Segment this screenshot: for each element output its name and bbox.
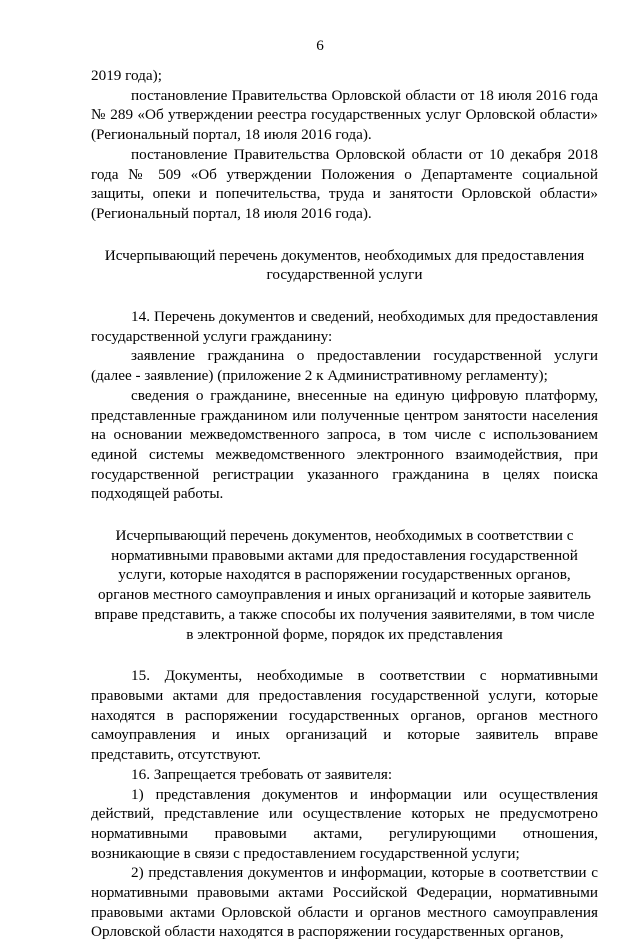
section-14-intro: 14. Перечень документов и сведений, необходимых для предоставления государственной услуги гражданину: bbox=[91, 308, 598, 345]
section-heading-optional-documents: Исчерпывающий перечень документов, необходимых в соответствии с нормативными правовыми актами для предоставления государственной услуги, которые находятся в распоряжении государственных органов, органов местного самоуправления и иных организаций и которые заявитель вправе представить, а также способы их получения заявителями, в том числе в электронной форме, порядок их представления bbox=[94, 527, 595, 643]
intro-line: 2019 года); bbox=[91, 67, 162, 84]
section-15-text: 15. Документы, необходимые в соответствии с нормативными правовыми актами для предоставления государственной услуги, которые находятся в распоряжении государственных органов, органов местного самоуправления и иных организаций и которые заявитель вправе представить, отсутствуют. bbox=[91, 667, 598, 764]
intro-item-1: постановление Правительства Орловской области от 18 июля 2016 года № 289 «Об утверждении реестра государственных услуг Орловской области» (Региональный портал, 18 июля 2016 года). bbox=[91, 86, 598, 144]
section-16-intro: 16. Запрещается требовать от заявителя: bbox=[131, 765, 393, 783]
section-14-item-citizen-info: сведения о гражданине, внесенные на единую цифровую платформу, представленные гражданином или полученные центром занятости населения на основании межведомственного запроса, в том числе с использованием единой системы межведомственного электронного взаимодействия, при государственной регистрации указанного гражданина в целях поиска подходящей работы. bbox=[91, 386, 598, 503]
document-body bbox=[91, 66, 598, 942]
section-16-item-2: 2) представления документов и информации, которые в соответствии с нормативными правовыми актами Российской Федерации, нормативными правовыми актами Орловской области и органов местного самоуправления Орловской области находятся в распоряжении государственных органов, bbox=[91, 864, 598, 941]
intro-item-2: постановление Правительства Орловской области от 10 декабря 2018 года № 509 «Об утверждении Положения о Департаменте социальной защиты, опеки и попечительства, труда и занятости Орловской области» (Региональный портал, 18 июля 2016 года). bbox=[91, 145, 598, 222]
section-14-item-application: заявление гражданина о предоставлении государственной услуги (далее - заявление) (приложение 2 к Административному регламенту); bbox=[91, 347, 598, 385]
page-number: 6 bbox=[316, 37, 324, 54]
section-16-item-1: 1) представления документов и информации или осуществления действий, представление или осуществление которых не предусмотрено нормативными правовыми актами, регулирующими отношения, возникающие в связи с предоставлением государственной услуги; bbox=[91, 785, 598, 862]
section-heading-documents: Исчерпывающий перечень документов, необходимых для предоставления государственной услуги bbox=[104, 246, 585, 284]
